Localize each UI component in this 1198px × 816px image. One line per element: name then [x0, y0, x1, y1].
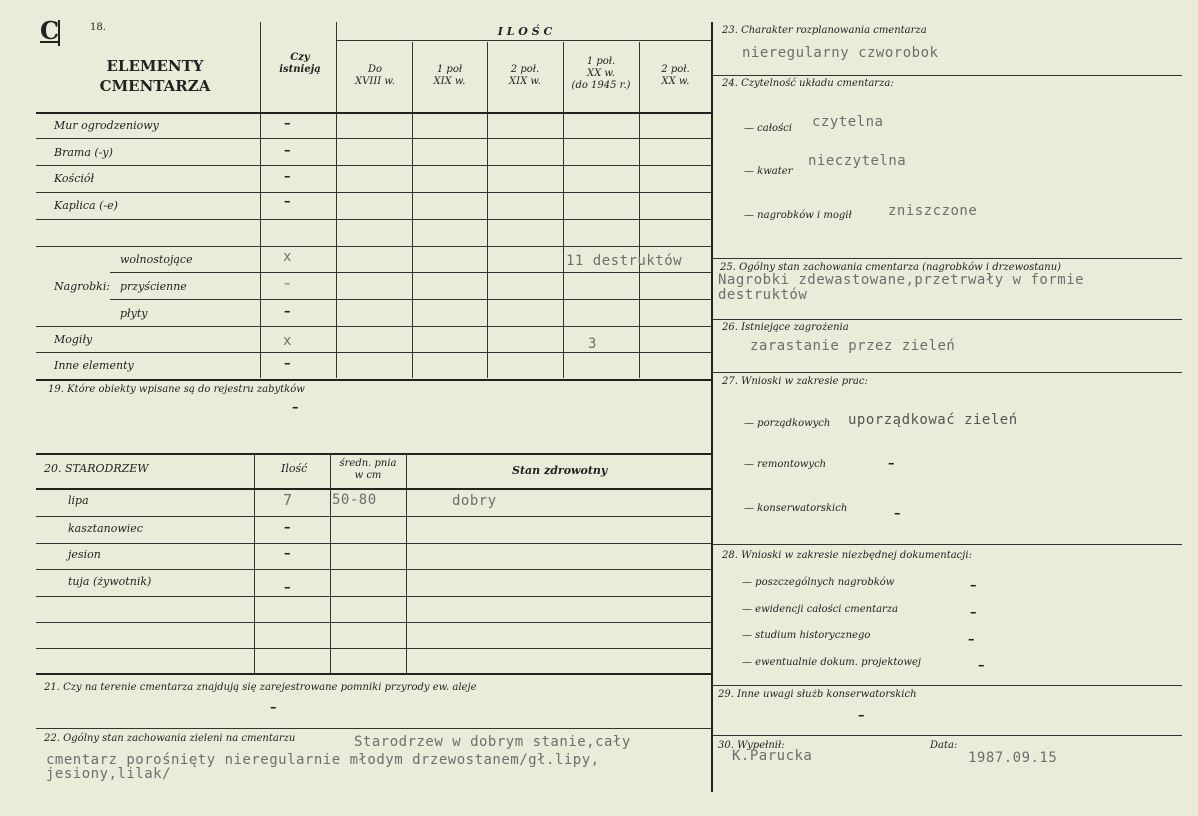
s22-label: 22. Ogólny stan zachowania zieleni na cmentarzu [44, 733, 296, 744]
period-header-1 [338, 64, 412, 88]
s22-line3: jesiony,lilak/ [46, 766, 172, 782]
s30-filled-by: K.Parucka [732, 748, 813, 764]
s24-item-whole-label: — całości [744, 123, 792, 134]
s28-item-project-label: — ewentualnie dokum. projektowej [742, 657, 922, 668]
s26-hline-bottom [712, 372, 1182, 373]
period-3-l1: 2 poł. [510, 64, 540, 75]
s27-item-cleanup-value: uporządkować zieleń [848, 412, 1018, 428]
s20-row-line [36, 516, 712, 517]
s20-vline-diam [406, 453, 407, 673]
s20-vline-count [330, 453, 331, 673]
s21-value: – [270, 700, 277, 715]
s28-label: 28. Wnioski w zakresie niezbędnej dokumentacji: [722, 550, 972, 561]
s18-hline-quantity [336, 40, 712, 41]
s18-hline-bottom [36, 379, 712, 381]
period-1-l1: Do [367, 64, 383, 75]
tree-count-ash: – [284, 546, 291, 561]
tree-name-chestnut: kasztanowiec [68, 522, 143, 535]
s18-vline-label [260, 22, 261, 378]
row-label-chapel: Kaplica (-e) [54, 199, 118, 212]
s18-row-line [110, 272, 712, 273]
s29-label: 29. Inne uwagi służb konserwatorskich [718, 689, 917, 700]
s19-hline-bottom [36, 453, 712, 455]
s23-label: 23. Charakter rozplanowania cmentarza [722, 25, 927, 36]
s28-item-records-value: – [970, 605, 977, 620]
period-header-3 [487, 64, 563, 88]
s18-row-line [36, 138, 712, 139]
s18-title-line1: ELEMENTY [106, 57, 204, 75]
s30-date: 1987.09.15 [968, 750, 1058, 766]
s18-col-exists: Czy istnieją [279, 52, 321, 75]
s28-item-graves-value: – [970, 578, 977, 593]
row-label-wall-mounted: przyścienne [120, 280, 187, 293]
s21-hline-bottom [36, 728, 712, 729]
period-1-l2: XVIII w. [355, 76, 395, 87]
period-3-l2: XIX w. [509, 76, 541, 87]
row-label-nagrobki: Nagrobki: [54, 280, 111, 293]
s20-hline-bottom [36, 673, 712, 675]
s18-number: 18. [90, 22, 106, 33]
tree-count-linden: 7 [283, 491, 293, 509]
s20-hline-header [36, 488, 712, 490]
s20-col-diam [330, 458, 406, 482]
exists-other: – [284, 356, 291, 371]
s24-item-quarters-label: — kwater [744, 166, 793, 177]
period-4-l1: 1 poł. [586, 56, 616, 67]
exists-wall-mounted: – [284, 276, 291, 291]
row-label-other: Inne elementy [54, 359, 134, 372]
s20-label: 20. STARODRZEW [44, 462, 149, 475]
exists-gate: – [284, 143, 291, 158]
s18-vline-p4 [639, 42, 640, 378]
s21-label: 21. Czy na terenie cmentarza znajdują się zarejestrowane pomniki przyrody ew. aleje [44, 682, 477, 693]
tree-name-thuja: tuja (żywotnik) [68, 575, 152, 588]
tree-name-ash: jesion [68, 548, 101, 561]
s20-col-diam-l1: średn. pnia [339, 458, 397, 469]
row-label-slabs: płyty [120, 307, 148, 320]
s28-item-project-value: – [978, 658, 985, 673]
s27-hline-bottom [712, 544, 1182, 545]
period-2-l2: XIX w. [433, 76, 466, 87]
exists-wall: – [284, 116, 291, 131]
s29-hline-bottom [712, 735, 1182, 736]
s18-vline-p3 [563, 42, 564, 378]
s18-title [80, 56, 230, 96]
s25-label: 25. Ogólny stan zachowania cmentarza (nagrobków i drzewostanu) [720, 262, 1062, 273]
s30-label: 30. Wypełnił: [718, 740, 785, 751]
s20-row-line [36, 596, 712, 597]
s24-item-graves-value: zniszczone [888, 203, 978, 219]
tree-count-chestnut: – [284, 520, 291, 535]
s25-hline-bottom [712, 319, 1182, 320]
s28-hline-bottom [712, 685, 1182, 686]
qty-freestanding-p4: 11 destruktów [566, 253, 683, 269]
s24-hline-bottom [712, 258, 1182, 259]
s20-col-diam-l2: w cm [354, 470, 382, 481]
row-label-freestanding: wolnostojące [120, 253, 193, 266]
s18-col-quantity: I L O Ś C [497, 25, 553, 38]
s22-line2: cmentarz porośnięty nieregularnie młodym drzewostanem/gł.lipy, [46, 752, 600, 768]
s20-row-line [36, 648, 712, 649]
s18-vline-p1 [412, 42, 413, 378]
period-4-l2: XX w. [587, 68, 615, 79]
s18-vline-exists [336, 22, 337, 378]
row-label-graves: Mogiły [54, 333, 93, 346]
s26-value: zarastanie przez zieleń [750, 338, 956, 354]
tree-diam-linden: 50-80 [332, 492, 377, 508]
s18-row-line [36, 219, 712, 220]
s18-row-line [36, 352, 712, 353]
s20-vline-name [254, 453, 255, 673]
s24-label: 24. Czytelność układu cmentarza: [722, 78, 894, 89]
s27-item-cleanup-label: — porządkowych [744, 418, 831, 429]
qty-graves-p4: 3 [588, 336, 597, 352]
s20-row-line [36, 622, 712, 623]
s20-col-count: Ilość [281, 462, 308, 475]
s20-row-line [36, 543, 712, 544]
s30-date-label: Data: [930, 740, 958, 751]
exists-slabs: – [284, 304, 291, 319]
s27-item-conservation-label: — konserwatorskich [744, 503, 848, 514]
s20-col-health: Stan zdrowotny [512, 464, 608, 477]
s27-item-repair-value: – [888, 456, 895, 471]
s18-row-line [110, 299, 712, 300]
form-letter: C [40, 16, 60, 45]
s25-line1: Nagrobki zdewastowane,przetrwały w formie [718, 272, 1085, 288]
s19-value: – [292, 400, 299, 415]
tree-health-linden: dobry [452, 493, 497, 509]
s18-row-line [36, 165, 712, 166]
s18-row-line [36, 192, 712, 193]
s29-value: – [858, 708, 865, 723]
period-5-l1: 2 poł. [661, 64, 690, 75]
s18-title-line2: CMENTARZA [99, 77, 211, 95]
s27-label: 27. Wnioski w zakresie prac: [722, 376, 868, 387]
s18-vline-p2 [487, 42, 488, 378]
s27-item-repair-label: — remontowych [744, 459, 827, 470]
row-label-wall: Mur ogrodzeniowy [54, 119, 159, 132]
s18-hline-header [36, 112, 712, 114]
s20-row-line [36, 569, 712, 570]
s18-row-line [36, 246, 712, 247]
s25-line2: destruktów [718, 287, 808, 303]
exists-church: – [284, 169, 291, 184]
s23-hline-bottom [712, 75, 1182, 76]
form-letter-bar [58, 20, 60, 46]
period-header-4 [563, 56, 639, 92]
exists-chapel: – [284, 194, 291, 209]
period-2-l1: 1 poł [436, 64, 463, 75]
tree-count-thuja: – [284, 580, 291, 595]
row-label-gate: Brama (-y) [54, 146, 113, 159]
s18-row-line [36, 326, 712, 327]
period-header-5 [639, 64, 712, 88]
s23-value: nieregularny czworobok [742, 45, 939, 61]
tree-name-linden: lipa [68, 494, 89, 507]
s24-item-quarters-value: nieczytelna [808, 153, 907, 169]
s28-item-history-value: – [968, 632, 975, 647]
s28-item-history-label: — studium historycznego [742, 630, 871, 641]
exists-graves: x [283, 333, 292, 349]
s28-item-records-label: — ewidencji całości cmentarza [742, 604, 899, 615]
period-5-l2: XX w. [661, 76, 690, 87]
exists-freestanding: x [283, 249, 292, 265]
main-divider [711, 22, 713, 792]
s22-line1: Starodrzew w dobrym stanie,cały [354, 734, 631, 750]
s27-item-conservation-value: – [894, 506, 901, 521]
s26-label: 26. Istniejące zagrożenia [722, 322, 849, 333]
period-4-l3: (do 1945 r.) [571, 80, 631, 91]
row-label-church: Kościół [54, 172, 95, 185]
s24-item-graves-label: — nagrobków i mogił [744, 210, 852, 221]
s24-item-whole-value: czytelna [812, 114, 884, 130]
s19-label: 19. Które obiekty wpisane są do rejestru zabytków [48, 384, 305, 395]
period-header-2 [412, 64, 487, 88]
s28-item-graves-label: — poszczególnych nagrobków [742, 577, 895, 588]
